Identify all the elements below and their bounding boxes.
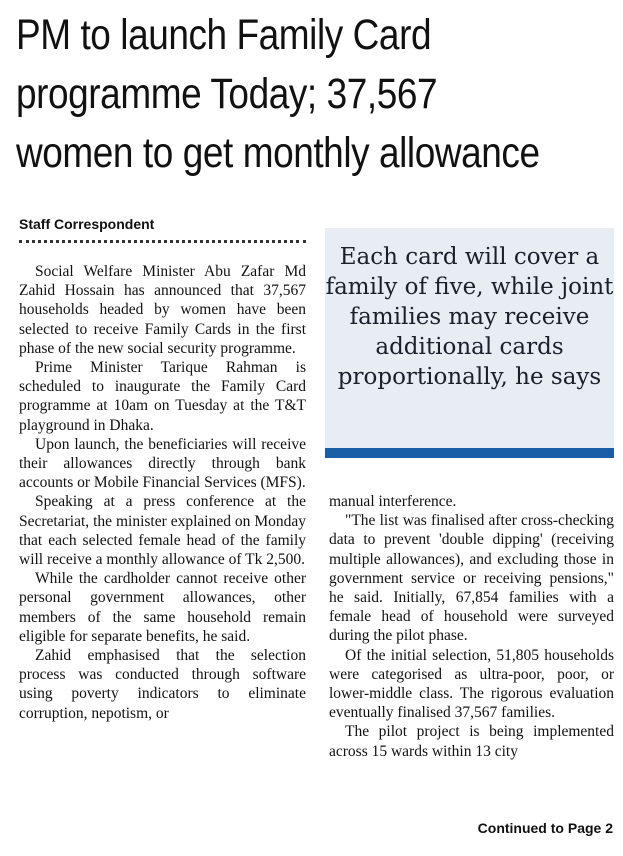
headline-line: PM to launch Family Card	[16, 11, 432, 59]
accent-bar	[325, 448, 614, 458]
right-column	[329, 492, 614, 761]
pull-quote-text: Each card will cover a family of five, while joint families may receive additional cards proportionally, he says	[325, 244, 614, 390]
continued-link[interactable]: Continued to Page 2	[477, 820, 613, 836]
paragraph: Social Welfare Minister Abu Zafar Md Zahid Hossain has announced that 37,567 households headed by women have been selected to receive Family Cards in the first phase of the new social security programme.	[19, 263, 306, 357]
headline-line: programme Today; 37,567	[16, 70, 438, 118]
paragraph: Of the initial selection, 51,805 households were categorised as ultra-poor, poor, or lower-middle class. The rigorous evaluation eventually finalised 37,567 families.	[329, 646, 614, 722]
paragraph: The pilot project is being implemented across 15 wards within 13 city	[329, 723, 614, 760]
pull-quote-box	[325, 228, 614, 458]
paragraph-continuation: manual interference.	[329, 493, 457, 510]
paragraph: While the cardholder cannot receive other personal government allowances, other members of the same household remain eligible for separate benefits, he said.	[19, 570, 306, 645]
paragraph: Prime Minister Tarique Rahman is scheduled to inaugurate the Family Card programme at 10am on Tuesday at the T&T playground in Dhaka.	[19, 359, 306, 434]
headline-line: women to get monthly allowance	[16, 129, 540, 177]
paragraph: Speaking at a press conference at the Secretariat, the minister explained on Monday that each selected female head of the family will receive a monthly allowance of Tk 2,500.	[19, 493, 306, 569]
paragraph: Upon launch, the beneficiaries will receive their allowances directly through bank accounts or Mobile Financial Services (MFS).	[19, 435, 306, 492]
paragraph: Zahid emphasised that the selection process was conducted through software using poverty indicators to eliminate corruption, nepotism, or	[19, 647, 306, 722]
left-column	[19, 262, 306, 723]
dotted-divider	[19, 240, 306, 243]
headline	[16, 6, 540, 183]
paragraph: "The list was finalised after cross-checking data to prevent 'double dipping' (receiving multiple allowances), and excluding those in government service or receiving pensions," he said. Initially, 67,854 families with a female head of household were surveyed during the pilot phase.	[329, 512, 614, 645]
byline: Staff Correspondent	[19, 216, 155, 232]
